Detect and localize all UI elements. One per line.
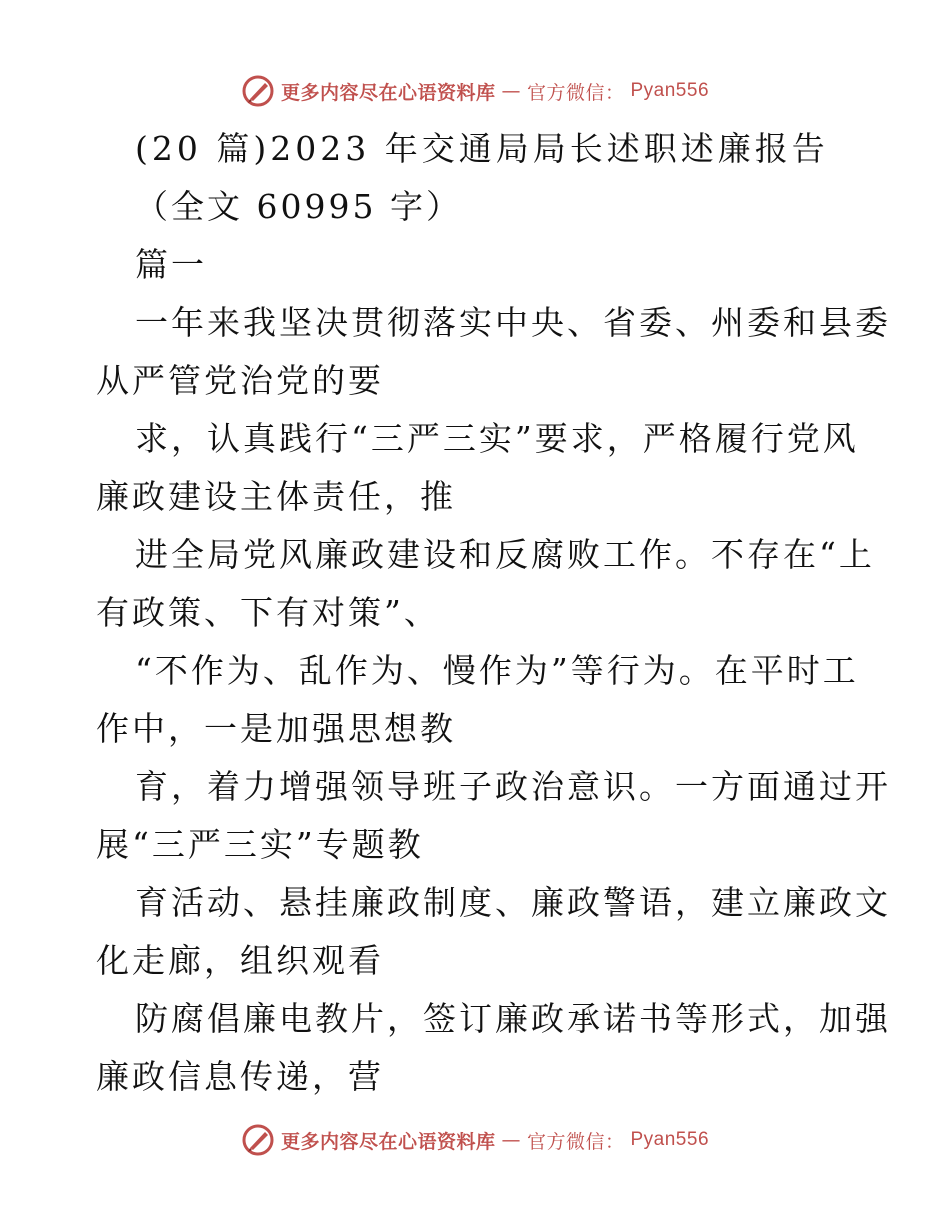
footer-watermark — [0, 1120, 950, 1160]
paragraph-line: 育活动、悬挂廉政制度、廉政警语，建立廉政文 — [135, 883, 891, 922]
document-title: (20 篇)2023 年交通局局长述职述廉报告 — [135, 129, 829, 168]
quill-logo-icon — [241, 1123, 275, 1157]
watermark-slogan: 更多内容尽在心语资料库 — [280, 81, 496, 104]
section-heading: 篇一 — [135, 245, 207, 284]
watermark-dash: — — [501, 1129, 521, 1151]
paragraph-line: 展“三严三实”专题教 — [96, 825, 424, 864]
document-subtitle: （全文 60995 字） — [135, 187, 462, 226]
paragraph-line: 一年来我坚决贯彻落实中央、省委、州委和县委 — [135, 303, 891, 342]
paragraph-line: 作中，一是加强思想教 — [96, 709, 456, 748]
watermark-wechat-label: 官方微信： — [526, 81, 625, 104]
paragraph-line: 有政策、下有对策”、 — [96, 593, 440, 632]
header-watermark — [0, 71, 950, 111]
paragraph-line: 进全局党风廉政建设和反腐败工作。不存在“上 — [135, 535, 875, 574]
watermark-wechat-handle: Pyan556 — [630, 1129, 710, 1150]
paragraph-line: 育，着力增强领导班子政治意识。一方面通过开 — [135, 767, 891, 806]
watermark-wechat-label: 官方微信： — [526, 1130, 625, 1153]
paragraph-line: 从严管党治党的要 — [96, 361, 384, 400]
quill-logo-icon — [241, 74, 275, 108]
paragraph-line: 求，认真践行“三严三实”要求，严格履行党风 — [135, 419, 859, 458]
watermark-dash: — — [501, 80, 521, 102]
paragraph-line: 防腐倡廉电教片，签订廉政承诺书等形式，加强 — [135, 999, 891, 1038]
document-body — [96, 120, 891, 1106]
paragraph-line: 廉政建设主体责任，推 — [96, 477, 456, 516]
paragraph-line: 化走廊，组织观看 — [96, 941, 384, 980]
paragraph-line: 廉政信息传递，营 — [96, 1057, 384, 1096]
paragraph-line: “不作为、乱作为、慢作为”等行为。在平时工 — [135, 651, 859, 690]
watermark-slogan: 更多内容尽在心语资料库 — [280, 1130, 496, 1153]
watermark-wechat-handle: Pyan556 — [630, 80, 710, 101]
